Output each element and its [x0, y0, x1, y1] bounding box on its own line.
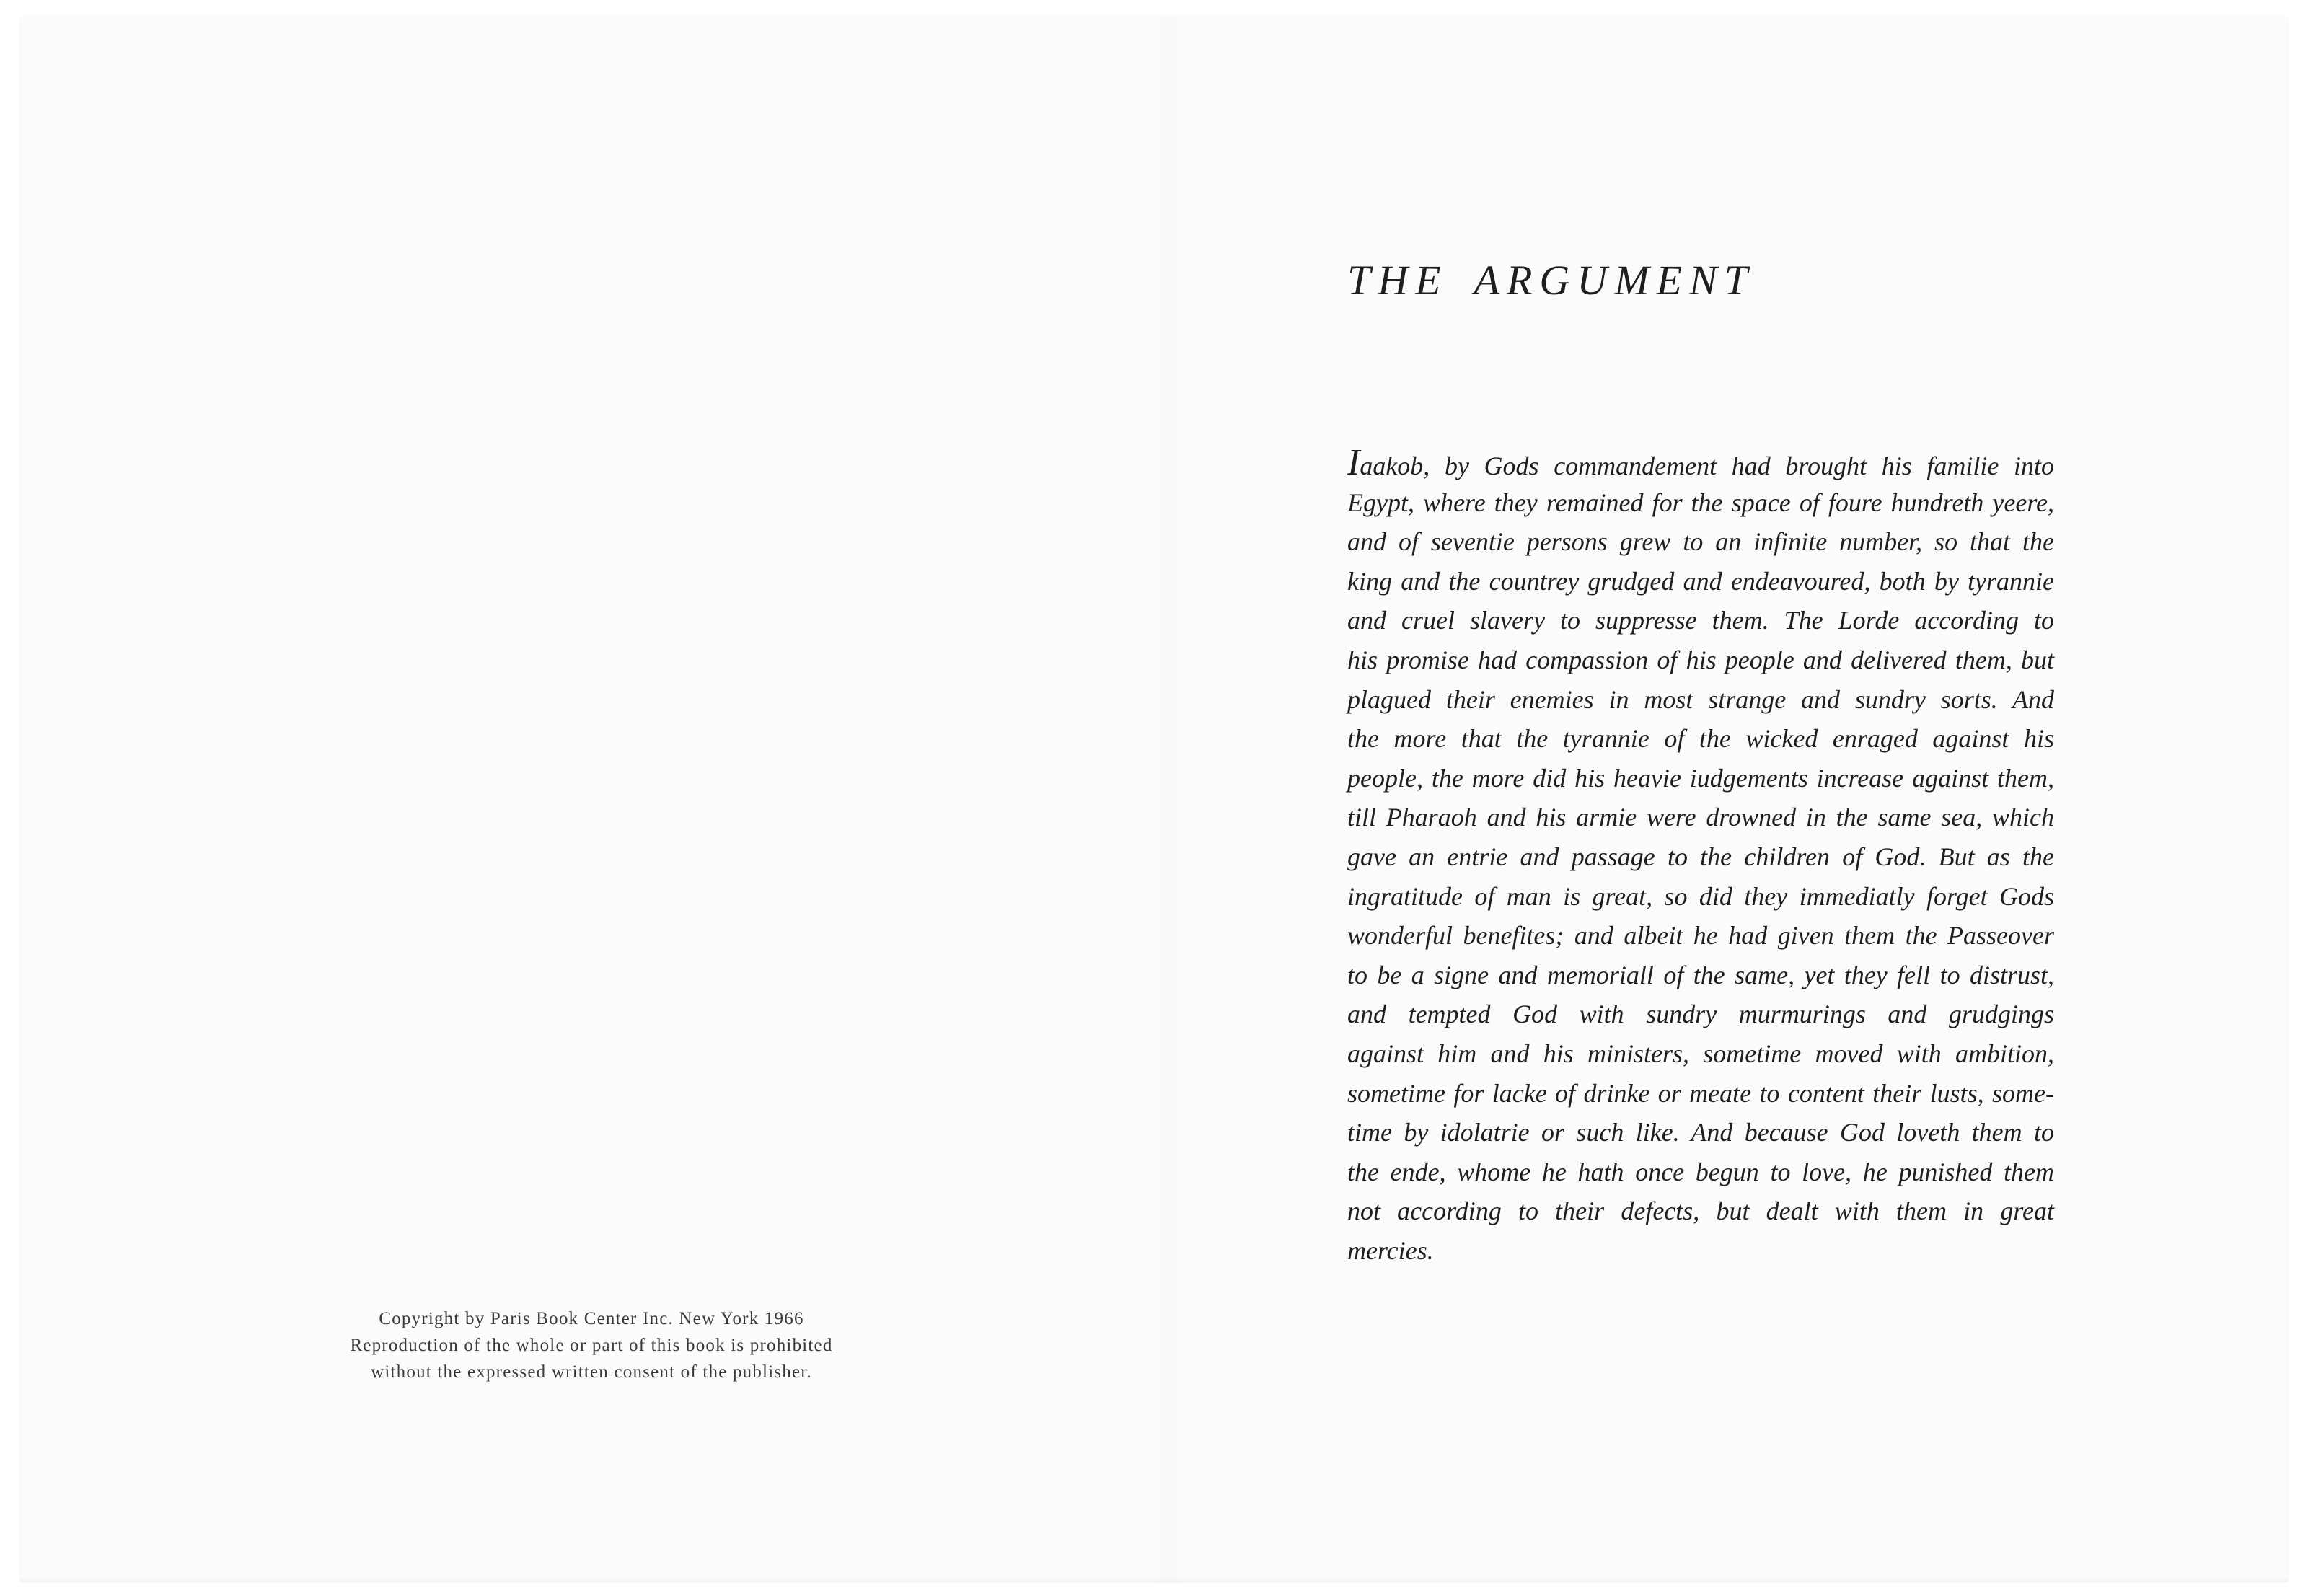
- text-line: sometime for lacke of drinke or meate to content their lusts, some-: [1347, 1078, 2054, 1108]
- text-line: the ende, whome he hath once begun to love, he punished them: [1347, 1157, 2054, 1186]
- page-title: [1347, 256, 1755, 304]
- copyright-line: Reproduction of the whole or part of this book is prohibited: [350, 1336, 833, 1355]
- copyright-line: without the expressed written consent of the publisher.: [371, 1362, 812, 1382]
- text-line: time by idolatrie or such like. And because God loveth them to: [1347, 1118, 2054, 1147]
- page-bottom-edge: [20, 1577, 2288, 1582]
- text-line: to be a signe and memoriall of the same, yet they fell to distrust,: [1347, 960, 2054, 989]
- text-line: and cruel slavery to suppresse them. The Lorde according to: [1347, 606, 2054, 635]
- text-line: till Pharaoh and his armie were drowned in the same sea, which: [1347, 803, 2054, 832]
- text-line: gave an entrie and passage to the children of God. But as the: [1347, 842, 2054, 871]
- text-line: his promise had compassion of his people and delivered them, but: [1347, 645, 2054, 674]
- copyright-line: Copyright by Paris Book Center Inc. New York 1966: [379, 1309, 804, 1328]
- text-line: wonderful benefites; and albeit he had given them the Passeover: [1347, 921, 2054, 951]
- title-word: ARGUMENT: [1474, 257, 1755, 304]
- text-line: not according to their defects, but dealt with them in great: [1347, 1196, 2054, 1226]
- text-line: Egypt, where they remained for the space of foure hundreth yeere,: [1347, 488, 2054, 517]
- text-line-content: aakob, by Gods commandement had brought his familie into: [1360, 451, 2054, 480]
- text-line: people, the more did his heavie iudgements increase against them,: [1347, 763, 2054, 793]
- text-line: [1347, 444, 2054, 483]
- text-line: and of seventie persons grew to an infinite number, so that the: [1347, 527, 2054, 557]
- text-line: the more that the tyrannie of the wicked enraged against his: [1347, 724, 2054, 754]
- text-line: king and the countrey grudged and endeavoured, both by tyrannie: [1347, 566, 2054, 596]
- text-line: plagued their enemies in most strange and sundry sorts. And: [1347, 684, 2054, 714]
- text-line: mercies.: [1347, 1235, 1434, 1265]
- drop-cap: I: [1347, 442, 1360, 483]
- argument-text: [1347, 444, 2054, 1270]
- text-line: against him and his ministers, sometime moved with ambition,: [1347, 1039, 2054, 1068]
- text-line: ingratitude of man is great, so did they immediatly forget Gods: [1347, 881, 2054, 911]
- page-gutter: [1154, 17, 1183, 1582]
- text-line: and tempted God with sundry murmurings and grudgings: [1347, 1000, 2054, 1029]
- title-word: THE: [1347, 257, 1448, 304]
- copyright-notice: [274, 1305, 909, 1385]
